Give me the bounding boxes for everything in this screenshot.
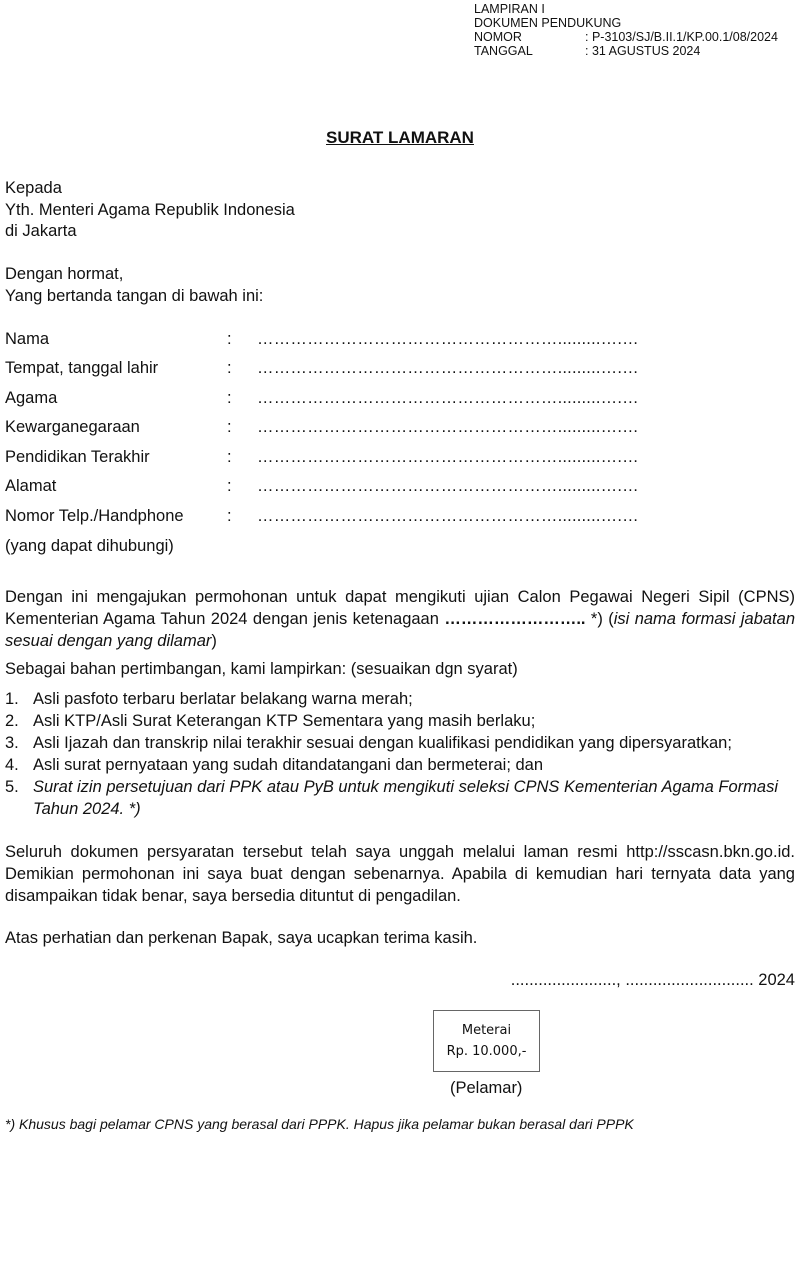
list-text: Asli KTP/Asli Surat Keterangan KTP Sementara yang masih berlaku; bbox=[33, 712, 536, 730]
list-number: 3. bbox=[5, 734, 19, 752]
list-text: Surat izin persetujuan dari PPK atau PyB untuk mengikuti seleksi CPNS Kementerian Agama Formasi Tahun 2024. *) bbox=[33, 778, 778, 818]
address-recipient: Yth. Menteri Agama Republik Indonesia bbox=[5, 201, 295, 219]
list-text: Asli pasfoto terbaru berlatar belakang warna merah; bbox=[33, 690, 413, 708]
field-label: Kewarganegaraan bbox=[5, 418, 140, 436]
list-number: 1. bbox=[5, 690, 19, 708]
field-blank: ……………………………………………….........….… bbox=[257, 330, 639, 348]
stamp-line2: Rp. 10.000,- bbox=[446, 1044, 527, 1059]
footnote: *) Khusus bagi pelamar CPNS yang berasal dari PPPK. Hapus jika pelamar bukan berasal dari PPPK bbox=[5, 1116, 634, 1132]
attachment-label: LAMPIRAN I bbox=[474, 2, 545, 16]
list-item bbox=[5, 732, 795, 754]
closing-paragraph: Seluruh dokumen persyaratan tersebut telah saya unggah melalui laman resmi http://sscasn.bkn.go.id. Demikian permohonan ini saya buat dengan sebenarnya. Apabila di kemudian hari ternyata data yang disampaikan tidak benar, saya bersedia dituntut di pengadilan. bbox=[5, 843, 795, 905]
tanggal-value: : 31 AGUSTUS 2024 bbox=[585, 44, 701, 58]
list-number: 2. bbox=[5, 712, 19, 730]
phone-note: (yang dapat dihubungi) bbox=[5, 537, 174, 555]
intro-text: Yang bertanda tangan di bawah ini: bbox=[5, 287, 264, 305]
application-note: isi nama formasi jabatan sesuai dengan yang dilamar bbox=[5, 610, 795, 650]
field-colon: : bbox=[227, 448, 232, 466]
field-blank: ……………………………………………….........….… bbox=[257, 477, 639, 495]
place-date: ......................., ............................ 2024 bbox=[510, 971, 795, 989]
application-note-close: ) bbox=[211, 632, 217, 650]
field-colon: : bbox=[227, 330, 232, 348]
list-item bbox=[5, 754, 795, 776]
signer-label: (Pelamar) bbox=[450, 1079, 523, 1097]
salutation: Dengan hormat, bbox=[5, 265, 124, 283]
list-item bbox=[5, 776, 795, 820]
field-label: Pendidikan Terakhir bbox=[5, 448, 150, 466]
nomor-value: : P-3103/SJ/B.II.1/KP.00.1/08/2024 bbox=[585, 30, 778, 44]
field-blank: ……………………………………………….........….… bbox=[257, 418, 639, 436]
field-blank: ……………………………………………….........….… bbox=[257, 507, 639, 525]
field-colon: : bbox=[227, 389, 232, 407]
field-label: Tempat, tanggal lahir bbox=[5, 359, 159, 377]
field-colon: : bbox=[227, 359, 232, 377]
list-text: Asli surat pernyataan yang sudah ditandatangani dan bermeterai; dan bbox=[33, 756, 544, 774]
field-label: Agama bbox=[5, 389, 58, 407]
field-colon: : bbox=[227, 477, 232, 495]
attachments-intro: Sebagai bahan pertimbangan, kami lampirkan: (sesuaikan dgn syarat) bbox=[5, 660, 518, 678]
field-label: Alamat bbox=[5, 477, 57, 495]
application-note-mark: *) ( bbox=[585, 610, 614, 628]
stamp-duty-box bbox=[433, 1010, 540, 1072]
application-blank: …………………….. bbox=[444, 610, 586, 628]
list-number: 4. bbox=[5, 756, 19, 774]
field-label: Nama bbox=[5, 330, 50, 348]
list-text: Asli Ijazah dan transkrip nilai terakhir sesuai dengan kualifikasi pendidikan yang dipersyaratkan; bbox=[33, 734, 732, 752]
list-item bbox=[5, 710, 795, 732]
nomor-label: NOMOR bbox=[474, 30, 522, 44]
stamp-line1: Meterai bbox=[461, 1023, 512, 1038]
field-label: Nomor Telp./Handphone bbox=[5, 507, 184, 525]
application-text: Dengan ini mengajukan permohonan untuk dapat mengikuti ujian Calon Pegawai Negeri Sipil (CPNS) Kementerian Agama Tahun 2024 dengan jenis ketenagaan bbox=[5, 588, 795, 628]
page-title: SURAT LAMARAN bbox=[326, 128, 474, 147]
field-blank: ……………………………………………….........….… bbox=[257, 359, 639, 377]
supporting-doc-label: DOKUMEN PENDUKUNG bbox=[474, 16, 622, 30]
thanks-text: Atas perhatian dan perkenan Bapak, saya ucapkan terima kasih. bbox=[5, 929, 478, 947]
attachments-list bbox=[5, 688, 795, 820]
tanggal-label: TANGGAL bbox=[474, 44, 533, 58]
list-item bbox=[5, 688, 795, 710]
application-paragraph bbox=[5, 586, 795, 652]
address-city: di Jakarta bbox=[5, 222, 77, 240]
list-number: 5. bbox=[5, 778, 19, 796]
field-colon: : bbox=[227, 418, 232, 436]
address-to: Kepada bbox=[5, 179, 62, 197]
field-colon: : bbox=[227, 507, 232, 525]
field-blank: ……………………………………………….........….… bbox=[257, 389, 639, 407]
field-blank: ……………………………………………….........….… bbox=[257, 448, 639, 466]
